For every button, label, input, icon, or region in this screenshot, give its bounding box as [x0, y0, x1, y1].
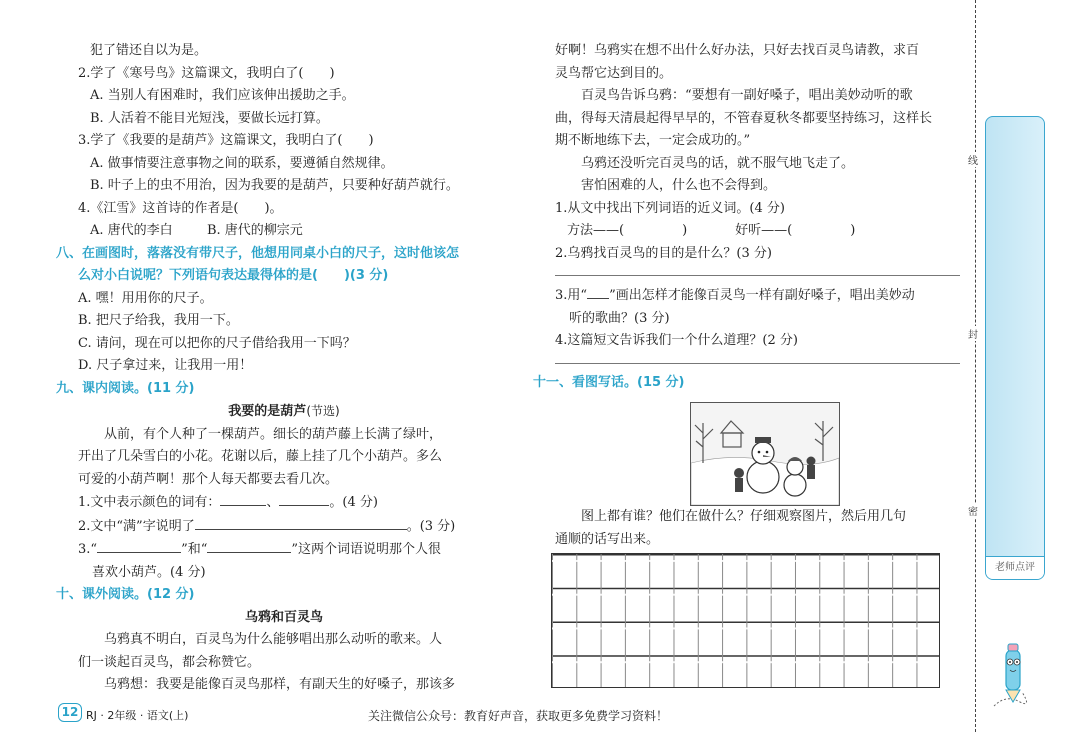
question-text: 。(3 分): [406, 518, 456, 534]
passage-title: 乌鸦和百灵鸟: [244, 609, 323, 625]
option-line: A. 做事情要注意事物之间的联系，要遵循自然规律。: [90, 155, 394, 171]
footer-notice: 关注微信公众号：教育好声音，获取更多免费学习资料！: [368, 709, 669, 723]
question-line: 3.学了《我要的是葫芦》这篇课文，我明白了( ): [78, 133, 374, 148]
underline-sample: [587, 284, 609, 299]
question-text: 好听——(: [735, 223, 793, 238]
question-text: ): [850, 223, 856, 238]
section-9-heading: 九、课内阅读。(11 分): [56, 380, 195, 396]
option-line: D. 尺子拿过来，让我用一用！: [78, 358, 253, 373]
section-8-heading: 八、在画图时，落落没有带尺子，他想用同桌小白的尺子，这时他该怎: [56, 245, 460, 261]
question-text: 3.用“: [555, 288, 588, 303]
option-a: A. 唐代的李白: [90, 223, 173, 238]
answer-blank[interactable]: [195, 515, 407, 530]
question-text: 、: [266, 495, 280, 510]
option-line: B. 把尺子给我，我用一下。: [78, 313, 239, 328]
section-8-heading-cont: 么对小白说呢？下列语句表达最得体的是( )(3 分): [78, 268, 389, 283]
answer-blank[interactable]: [207, 538, 291, 553]
question-text: ”和“: [181, 542, 208, 557]
text-line: 犯了错还自以为是。: [90, 43, 208, 58]
question-text: 2.文中“满”字说明了: [78, 518, 195, 534]
passage-line: 可爱的小葫芦啊！那个人每天都要去看几次。: [78, 471, 339, 487]
question-text: ”这两个词语说明那个人很: [291, 542, 442, 557]
question-text: 。(4 分): [329, 495, 378, 510]
binding-dashed-line: [975, 0, 976, 732]
option-b: B. 唐代的柳宗元: [206, 223, 303, 238]
question-text: ): [682, 223, 688, 238]
passage-line: 害怕困难的人，什么也不会得到。: [581, 178, 777, 193]
option-line: B. 人活着不能目光短浅，要做长远打算。: [90, 110, 329, 126]
passage-line: 百灵鸟告诉乌鸦：“要想有一副好嗓子，唱出美妙动听的歌: [581, 88, 913, 103]
passage-line: 乌鸦还没听完百灵鸟的话，就不服气地飞走了。: [581, 155, 855, 171]
option-line: B. 叶子上的虫不用治，因为我要的是葫芦，只要种好葫芦就行。: [90, 178, 459, 193]
option-line: A. 当别人有困难时，我们应该伸出援助之手。: [90, 88, 355, 103]
question-line: [78, 491, 490, 515]
grid-row-gaps: [552, 554, 939, 687]
question-line: 2.乌鸦找百灵鸟的目的是什么？(3 分): [555, 245, 772, 261]
section-10-heading: 十、课外阅读。(12 分): [56, 587, 195, 602]
snowman-picture: [690, 402, 840, 506]
passage-line: 曲，得每天清晨起得早早的，不管春夏秋冬都要坚持练习，这样长: [555, 110, 933, 126]
binding-label: 线: [968, 152, 978, 167]
option-line: C. 请问，现在可以把你的尺子借给我用一下吗？: [78, 335, 356, 351]
question-text: ”画出怎样才能像百灵鸟一样有副好嗓子，唱出美妙动: [609, 288, 915, 303]
prompt-line: 图上都有谁？他们在做什么？仔细观察图片，然后用几句: [581, 509, 907, 524]
question-text: 方法——(: [567, 223, 625, 238]
question-line: [555, 284, 960, 308]
pencil-mascot-icon: [988, 640, 1038, 714]
question-line: 听的歌曲？(3 分): [569, 310, 670, 326]
book-info: RJ · 2年级 · 语文(上): [86, 709, 189, 722]
passage-line: 开出了几朵雪白的小花。花谢以后，藤上挂了几个小葫芦。多么: [78, 449, 443, 464]
section-11-heading: 十一、看图写话。(15 分): [533, 374, 685, 390]
answer-blank[interactable]: [97, 538, 181, 553]
question-line: 2.学了《寒号鸟》这篇课文，我明白了( ): [78, 65, 335, 81]
binding-label: 封: [968, 326, 978, 341]
passage-line: 好啊！乌鸦实在想不出什么好办法，只好去找百灵鸟请教，求百: [555, 43, 920, 58]
question-line: 4.《江雪》这首诗的作者是( )。: [78, 200, 283, 216]
left-column: [56, 40, 490, 697]
passage-line: 期不断地练下去，一定会成功的。”: [555, 133, 751, 148]
prompt-line: 通顺的话写出来。: [555, 531, 660, 547]
teacher-comment-label: 老师点评: [986, 556, 1044, 579]
question-line: 喜欢小葫芦。(4 分): [92, 564, 206, 580]
snowman-illustration: [691, 403, 839, 505]
question-text: 1.文中表示颜色的词有：: [78, 495, 221, 510]
teacher-comment-panel: [985, 116, 1045, 580]
answer-blank[interactable]: [279, 491, 329, 506]
binding-label: 密: [968, 503, 978, 518]
page-number: 12: [58, 703, 82, 722]
question-line: [78, 538, 490, 562]
question-line: [555, 220, 960, 243]
option-line: A. 嘿！用用你的尺子。: [78, 290, 213, 306]
passage-title-note: (节选): [306, 404, 340, 418]
question-line: 1.从文中找出下列词语的近义词。(4 分): [555, 200, 785, 216]
option-line: [78, 220, 490, 243]
answer-line[interactable]: [555, 353, 960, 364]
question-line: 4.这篇短文告诉我们一个什么道理？(2 分): [555, 333, 798, 348]
passage-line: 乌鸦想：我要是能像百灵鸟那样，有副天生的好嗓子，那该多: [104, 677, 456, 692]
question-line: [78, 515, 490, 539]
passage-line: 们一谈起百灵鸟，都会称赞它。: [78, 654, 261, 670]
passage-title: [78, 400, 490, 424]
writing-grid[interactable]: [551, 553, 940, 688]
passage-line: 从前，有个人种了一棵葫芦。细长的葫芦藤上长满了绿叶，: [104, 426, 443, 442]
answer-line[interactable]: [555, 265, 960, 276]
answer-blank[interactable]: [220, 491, 266, 506]
question-text: 3.“: [78, 542, 98, 557]
passage-line: 乌鸦真不明白，百灵鸟为什么能够唱出那么动听的歌来。人: [104, 632, 443, 647]
passage-line: 灵鸟帮它达到目的。: [555, 65, 673, 81]
passage-title-text: 我要的是葫芦: [228, 404, 307, 419]
